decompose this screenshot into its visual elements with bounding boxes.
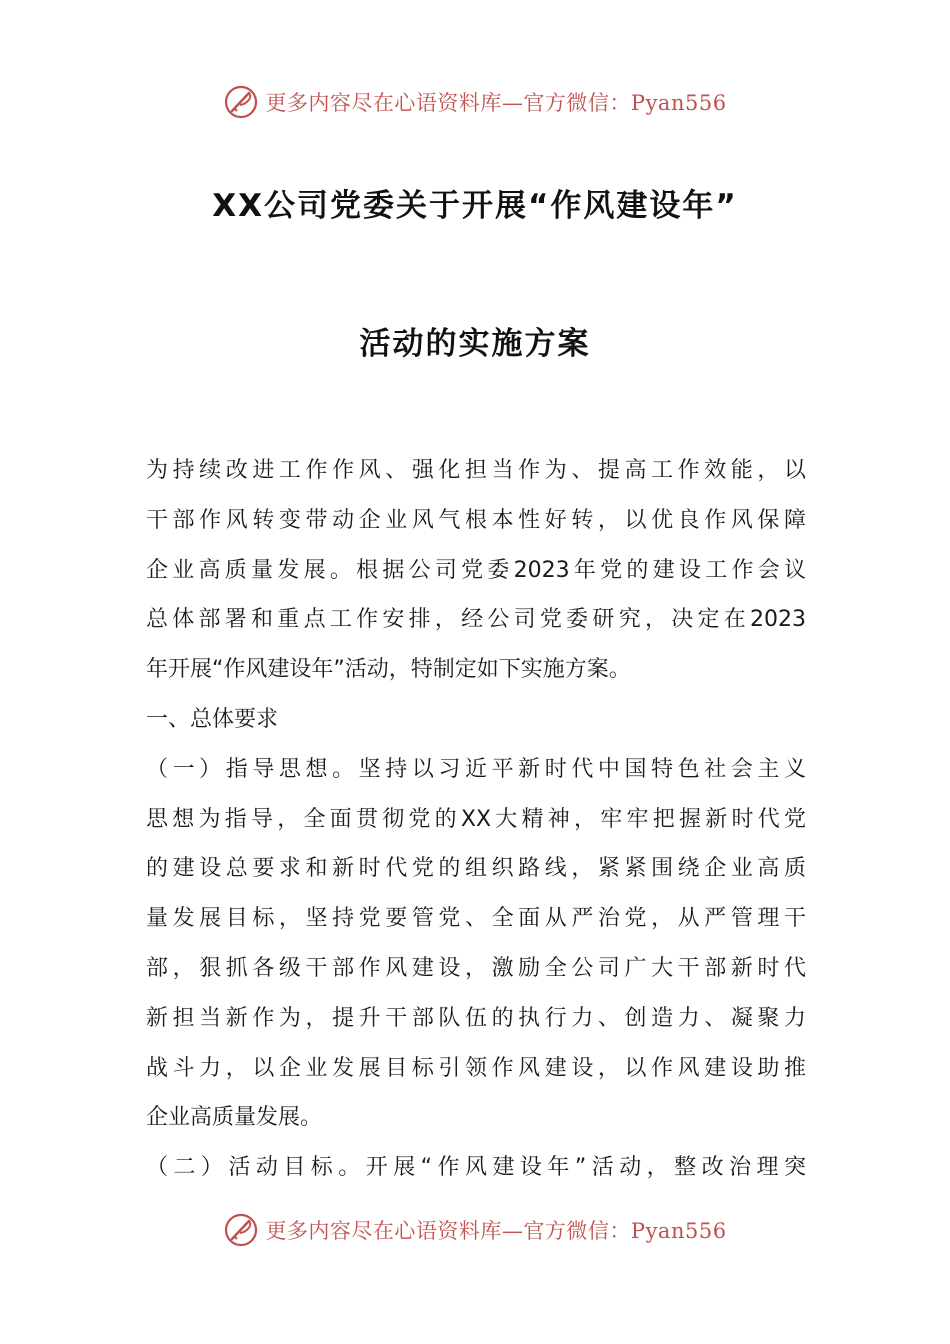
body-line: 企业高质量发展。根据公司党委2023年党的建设工作会议: [146, 557, 806, 583]
body-line: 的建设总要求和新时代党的组织路线，紧紧围绕企业高质: [146, 856, 806, 882]
body-line: 部，狠抓各级干部作风建设，激励全公司广大干部新时代: [146, 955, 806, 981]
banner-text: 更多内容尽在心语资料库—官方微信：Pyan556: [265, 91, 727, 115]
body-line: 一、总体要求: [146, 706, 279, 732]
body-line: （二）活动目标。开展“作风建设年”活动，整改治理突: [146, 1155, 806, 1181]
body-line: 年开展“作风建设年”活动，特制定如下实施方案。: [146, 657, 631, 683]
quill-logo-icon: [223, 84, 259, 120]
header-banner: [0, 82, 950, 122]
body-line: 新担当新作为，提升干部队伍的执行力、创造力、凝聚力: [146, 1005, 806, 1031]
body-line: 为持续改进工作作风、强化担当作为、提高工作效能，以: [146, 458, 806, 483]
banner-text: 更多内容尽在心语资料库—官方微信：Pyan556: [265, 1219, 727, 1243]
body-line: 思想为指导，全面贯彻党的XX大精神，牢牢把握新时代党: [146, 806, 806, 832]
quill-logo-icon: [223, 1212, 259, 1248]
body-line: 量发展目标，坚持党要管党、全面从严治党，从严管理干: [146, 906, 806, 932]
footer-banner: [0, 1210, 950, 1250]
body-line: 总体部署和重点工作安排，经公司党委研究，决定在2023: [146, 607, 806, 633]
body-line: 战斗力，以企业发展目标引领作风建设，以作风建设助推: [146, 1055, 806, 1081]
body-line: 企业高质量发展。: [146, 1105, 323, 1131]
body-line: （一）指导思想。坚持以习近平新时代中国特色社会主义: [146, 756, 806, 782]
document-body: [146, 446, 806, 1193]
document-title-line-1: XX公司党委关于开展“作风建设年”: [212, 188, 738, 224]
body-line: 干部作风转变带动企业风气根本性好转，以优良作风保障: [146, 507, 806, 533]
document-title-line-2: 活动的实施方案: [359, 326, 591, 362]
